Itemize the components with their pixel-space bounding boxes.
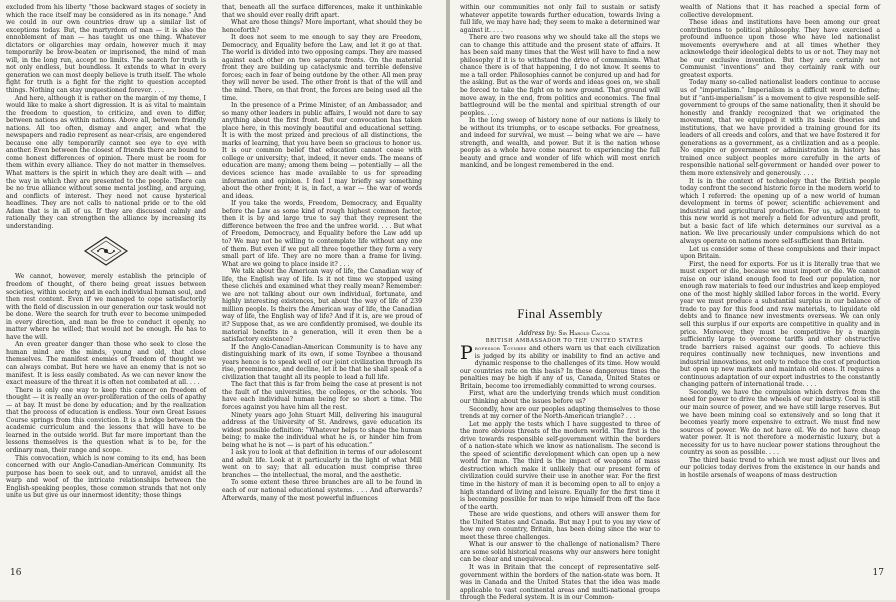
author-name: Sir Harold Caccia <box>558 330 610 338</box>
author-affiliation: BRITISH AMBASSADOR TO THE UNITED STATES <box>485 337 644 344</box>
paragraph: I ask you to look at that definition in terms of our adolescent and adult life. Look at it particularly in the light of what Mill went on to say; that all education must comprise three branches — the intellectual, the moral, and the aesthetic. <box>222 449 422 479</box>
byline <box>460 330 660 338</box>
lead-paragraph <box>460 342 660 390</box>
paragraph: There are two reasons why we should take all the steps we can to change this attitude and the present state of affairs. It has been said many times that the West will have to find a new philosophy if it is to withstand the drive of communism. What chance there is of that happening, I do not know. It seems to me a tall order. Philosophies cannot be conjured up and had for the asking. But as the war of words and ideas goes on, we shall be forced to take the fight on to new ground. That ground will move away, in the end, from politics and economics. The final battleground will be the mental and spiritual strength of our peoples. . . . <box>460 34 660 117</box>
paragraph: that, beneath all the surface differences, make it unthinkable that we should ever really drift apart. <box>222 4 422 19</box>
right-column-1 <box>460 4 660 602</box>
page-number: 17 <box>872 568 884 578</box>
paragraph: If you take the words, Freedom, Democracy, and Equality before the Law as some kind of rough highest common factor, then it is by and large true to say that they represent the difference between the free and the unfree world. . . . But what of Freedom, Democracy, and Equality before the Law add up to? We may not be willing to contemplate life without any one of them. But even if we put all three together they form a very small part of life. They are no more than a frame for living. What are we going to place inside it? . . . <box>222 200 422 268</box>
left-column-1 <box>6 4 206 564</box>
paragraph: We talk about the American way of life, the Canadian way of life, the English way of life. Is it not time we stopped using these clichés and examined what they really mean? Remember: we are not talking about our own individual, fortunate, and highly interesting existences, but about the way of life of 239 million people. Is theirs the American way of life, the Canadian way of life, the English way of life? And if it is, are we proud of it? Suppose that, as we are confidently promised, we double its material benefits in a generation, will it even then be a satisfactory existence? <box>222 268 422 344</box>
paragraph: These ideas and institutions have been among our great contributions to political philosophy. They have exercised a profound influence upon those who have led nationalist movements everywhere and at all times whether they acknowledge their ideological debts to us or not. They may not be our exclusive invention. But they are certainly not Communist “inventions” and they certainly rank with our greatest exports. <box>680 19 880 79</box>
paragraph: It does not seem to me enough to say they are Freedom, Democracy, and Equality before the Law, and let it go at that. The world is divided into two opposing camps. They are massed against each other on two separate fronts. On the material front they are building up cataclysmic and terrible defensive forces; each in fear of being outdone by the other. All men pray they will never be used. The other front is that of the will and the mind. There, on that front, the forces are being used all the time. <box>222 34 422 102</box>
page-number: 16 <box>10 568 22 578</box>
paragraph: And here, although it is rather on the margin of my theme, I would like to make a short digression. It is as vital to maintain the freedom to question, to criticize, and even to differ, between nations as within nations. Above all, between friendly nations. All too often, dismay and anger, and what the newspapers and radio represent as near-crisis, are engendered because one ally temporarily cannot see eye to eye with another. Even between the closest of friends there are bound to come honest differences of opinion. There must be room for them within every alliance. They do not matter in themselves. What matters is the spirit in which they are dealt with — and the way in which they are presented to the people. There can be no true alliance without some mental jostling, and arguing, and conflicts of interest. They need not cause hysterical headlines. They are not calls to national pride or to the old Adam that is in all of us. If they are discussed calmly and rationally they can strengthen the alliance by increasing its understanding. <box>6 94 206 230</box>
paragraph: It is in the context of technology that the British people today confront the second historic force in the modern world to which I referred: the opening up of a new world of human development in terms of power, scientific achievement and industrial and agricultural production. For us, adjustment to this new world is not merely a field for adventure and profit, but a basic fact of life which determines our survival as a nation. We live precariously under compulsions which do not always operate on nations more self-sufficient than Britain. <box>680 177 880 245</box>
paragraph: Ninety years ago John Stuart Mill, delivering his inaugural address at the University of St. Andrews, gave education its widest possible definition: “Whatever helps to shape the human being; to make the individual what he is, or hinder him from being what he is not — is part of his education.” <box>222 411 422 449</box>
left-page <box>0 0 446 600</box>
paragraph: Let us consider some of these compulsions and their impact upon Britain. <box>680 245 880 261</box>
lead-smallcaps: rofessor Toynbee <box>474 345 527 353</box>
paragraph: There is only one way to keep this cancer on freedom of thought — it is really an over-proliferation of the cells of apathy — at bay. It must be done by education; and by the realization that the process of education is endless. Your own Great Issues Course springs from this conviction. It is a bridge between the academic curriculum and the lessons that will have to be learned in the outside world. But far more important than the lessons themselves is the question what is to be, for the ordinary man, their range and scope. <box>6 386 206 454</box>
paragraph: These are wide questions, and others will answer them for the United States and Canada. But may I put to you my view of how my own country, Britain, has been doing since the war to meet these three challenges. <box>460 511 660 541</box>
article-title: Final Assembly <box>517 306 603 322</box>
diamond-ornament-icon <box>84 236 128 266</box>
paragraph: The fact that this is far from being the case at present is not the fault of the universities, the colleges, or the schools. You have each individual human being for so short a time. The forces against you have him all the rest. <box>222 381 422 411</box>
right-page <box>450 0 896 600</box>
paragraph: wealth of Nations that it has reached a special form of collective development. <box>680 4 880 19</box>
paragraph: The third basic trend to which we must adjust our lives and our policies today derives from the existence in our hands and in hostile arsenals of weapons of mass destruction <box>680 456 880 479</box>
paragraph: First, what are the underlying trends which must condition our thinking about the issues before us? <box>460 390 660 405</box>
paragraph: An even greater danger than those who seek to close the human mind are the minds, young and old, that close themselves. The manifest enemies of freedom of thought we can always combat. But here we have an enemy that is not so manifest. It is less easily combated. As we can never know the exact measure of the threat it is often not combated at all. . . . <box>6 341 206 387</box>
drop-cap: P <box>460 342 473 365</box>
right-column-2 <box>680 4 880 564</box>
left-column-2 <box>222 4 422 564</box>
paragraph: First, the need for exports. For us it is literally true that we must export or die, because we must import or die. We cannot raise on our island enough food to feed our population, nor enough raw materials to feed our industries and keep employed one of the most highly skilled labor forces in the world. Every year we must produce a substantial surplus in our balance of trade to pay for this food and raw materials, to liquidate old debts and to finance new investments overseas. We can only sell this surplus if our exports are competitive in quality and in price. Moreover, they must be competitive by a margin sufficiently large to overcome tariffs and other obstructive trade barriers raised against our goods. To achieve this requires continually new techniques, new inventions and industrial innovations, not only to reduce the cost of production but open up new markets and maintain old ones. It requires a continuous adaptation of our export industries to the constantly changing pattern of international trade. . . . <box>680 260 880 389</box>
paragraph: What is our answer to the challenge of nationalism? There are some solid historical reasons why our answers here tonight can be clear and unequivocal. <box>460 541 660 564</box>
paragraph: excluded from his liberty “those backward stages of society in which the race itself may be considered as in its nonage.” And we could in our own countries draw up a similar list of exceptions today. But, the martyrdom of man — it is also the ennoblement of man — has taught us one thing. Whatever dictators or oligarchies may ordain, however much it may temporarily be brow-beaten or imprisoned, the mind of man will, in the long run, accept no limits. The search for truth is not only endless, but boundless. It extends to what in every generation we can most deeply believe is truth itself. The whole fight for truth is a fight for the right to question accepted things. Nothing can stay unquestioned forever. . . . <box>6 4 206 95</box>
paragraph: In the presence of a Prime Minister, of an Ambassador, and so many other leaders in public affairs, I would not dare to say anything about the first front. But our convocation has taken place here, in this movingly beautiful and educational setting. It is with the most prized and precious of all distinctions, the marks of learning, that you have been so gracious to honor us. It is our common belief that education cannot cease with college or university; that, indeed, it never ends. The means of education are many; among them being — potentially — all the devices science has made available to us for spreading information and opinion. I feel I may briefly say something about the other front; it is, in fact, a war — the war of words and ideas. <box>222 102 422 200</box>
paragraph: within our communities not only fail to sustain or satisfy whatever appetite towards further education, towards living a full life, we may have had; they seem to make a determined war against it. . . . <box>460 4 660 34</box>
paragraph: This convocation, which is now coming to its end, has been concerned with our Anglo-Canadian-American Community. Its purpose has been to seek out, and to unravel, amidst all the warp and woof of the intricate relationships between the English-speaking peoples, those common strands that not only unite us but give us our innermost identity; those things <box>6 454 206 500</box>
paragraph: Secondly, we have the compulsion which derives from the need for power to drive the wheels of our industry. Coal is still our main source of power, and we have still large reserves. But we have been mining coal so extensively and so long that it becomes yearly more expensive to extract. We must find new sources of power. We do not have oil. We do not have cheap water power. It is not therefore a modernistic luxury, but a necessity for us to have nuclear power stations throughout the country as soon as possible. . . . <box>680 388 880 457</box>
paragraph: To some extent these three branches are all to be found in each of our national educational systems. . . . And afterwards? Afterwards, many of the most powerful influences <box>222 479 422 502</box>
paragraph: Secondly, how are our peoples adapting themselves to those trends at my corner of the North-American triangle? . . . <box>460 405 660 421</box>
paragraph: We cannot, however, merely establish the principle of freedom of thought, of there being great issues between societies, within society, and in each individual human soul, and then rest content. Even if we managed to cope satisfactorily with the field of discussion in our generation our task would not be done. Were the search for truth ever to become unimpeded in every direction, and man be free to conduct it openly, no matter where he willed; that would not be enough. He has to have the will. <box>6 273 206 341</box>
paragraph: It was in Britain that the concept of representative self-government within the borders of the nation-state was born. It was in Canada and the United States that the idea was made applicable to vast continental areas and multi-national groups through the Federal system. It is in our Common- <box>460 563 660 602</box>
paragraph: Today many so-called nationalist leaders continue to accuse us of “imperialism.” Imperialism is a difficult word to define; but if “anti-imperialism” is a movement to give responsible self-government to groups of the same nationality, then it should be honestly and frankly recognized that we originated the movement, that we equipped it with its basic theories and institutions, that we have provided a training ground for its leaders of all creeds and colors, and that we have fostered it for generations as a government, as a civilization and as a people. No empire or government or administration in history has trained once subject peoples more carefully in the arts of responsible national self-government or handed over power to them more extensively and generously. . . . <box>680 79 880 178</box>
paragraph: Let me apply the tests which I have suggested to three of the more obvious threats of the modern world. The first is the drive towards responsible self-government within the borders of a nation-state which we know as nationalism. The second is the speed of scientific development which can open up a new world for man. The third is the impact of weapons of mass destruction which make it unlikely that our present form of civilization could survive their use in another war. For the first time in the history of man it is becoming open to all to enjoy a high standard of living and leisure. Equally for the first time it is becoming possible for man to wipe himself from off the face of the earth. <box>460 420 660 511</box>
paragraph: What are those things? More important, what should they be henceforth? <box>222 19 422 34</box>
lead-text: and others warn us that each civilization is judged by its ability or inability to find an active and dynamic response to the challenges of its time. How would our countries rate on this basis? In these dangerous times the penalties may be high if any of us, Canada, United States or Britain, become too irremediably committed to wrong courses. <box>460 345 660 390</box>
byline-prefix: Address by: <box>519 330 557 338</box>
paragraph: In the long sweep of history none of our nations is likely to be without its triumphs, or to escape setbacks. For greatness, and indeed for survival, we must — being what we are — have strength, and wealth, and power. But it is the nation whose people as a whole have come nearest to experiencing the full beauty and grace and wonder of life which will most enrich mankind, and be longest remembered in the end. <box>460 117 660 170</box>
paragraph: If the Anglo-Canadian-American Community is to have any distinguishing mark of its own, if some Toynbee a thousand years hence is to speak well of our joint civilization through its rise, preeminence, and decline, let it be that he shall speak of a civilization that taught all its people to lead a full life. <box>222 343 422 381</box>
